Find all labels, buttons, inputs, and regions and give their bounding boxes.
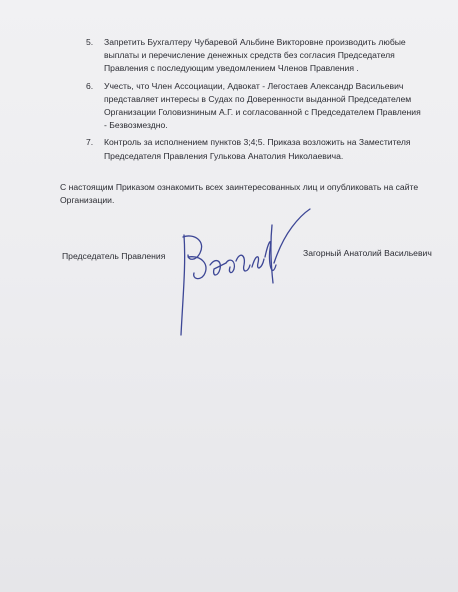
item-number: 7. bbox=[86, 137, 94, 148]
order-item-6 bbox=[86, 80, 441, 133]
notice-paragraph: С настоящим Приказом ознакомить всех заинтересованных лиц и опубликовать на сайте Организации. bbox=[60, 182, 419, 206]
item-text: Учесть, что Член Ассоциации, Адвокат - Легостаев Александр Васильевич представляет интересы в Судах по Доверенности выданной Председателем Организации Головизниным А.Г. и согласованной с Председателем Правления - Безвозмездно. bbox=[104, 80, 421, 131]
signatory-title: Председатель Правления bbox=[62, 251, 166, 261]
item-number: 6. bbox=[86, 80, 94, 91]
item-text: Запретить Бухгалтеру Чубаревой Альбине Викторовне производить любые выплаты и перечисление денежных средств без согласия Председателя Правления с последующим уведомлением Членов Правления . bbox=[104, 37, 406, 74]
handwritten-signature bbox=[170, 205, 320, 340]
item-text: Контроль за исполнением пунктов 3;4;5. Приказа возложить на Заместителя Председателя Правления Гулькова Анатолия Николаевича. bbox=[104, 137, 411, 161]
order-item-5 bbox=[86, 36, 441, 76]
order-item-7 bbox=[86, 136, 441, 162]
order-items-list bbox=[86, 36, 441, 167]
signatory-name: Загорный Анатолий Васильевич bbox=[303, 248, 432, 258]
item-number: 5. bbox=[86, 37, 94, 47]
